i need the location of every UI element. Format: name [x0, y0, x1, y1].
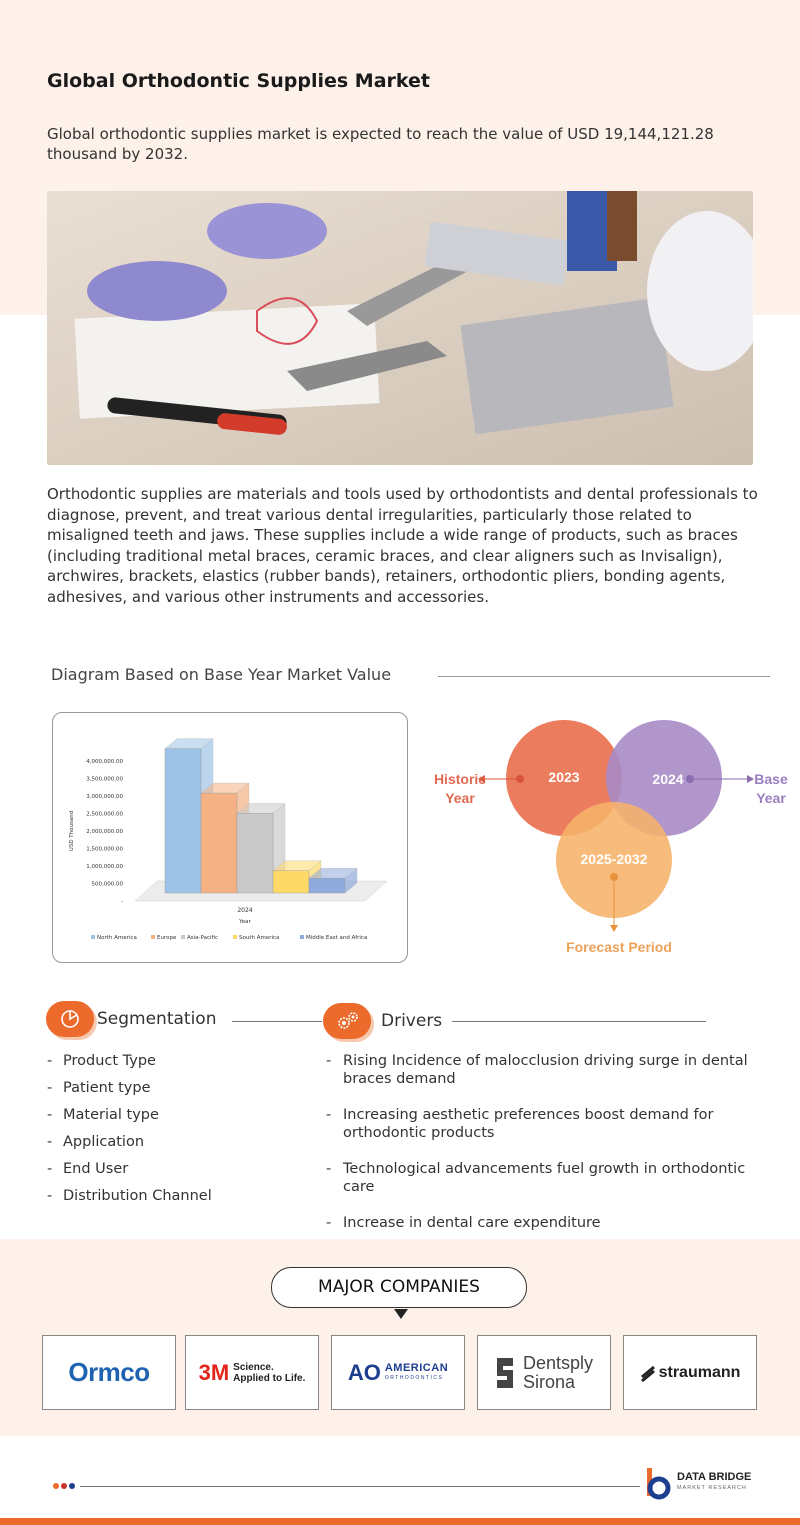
legend-label: North America: [97, 935, 137, 941]
list-item: - Material type: [47, 1107, 159, 1123]
page-title: Global Orthodontic Supplies Market: [47, 70, 430, 92]
x-tick-label: 2024: [237, 907, 253, 914]
segmentation-list: [47, 1052, 212, 1214]
divider: [232, 1021, 322, 1022]
data-bridge-mark-icon: [644, 1466, 674, 1500]
y-tick-label: 1,500,000.00: [86, 846, 123, 853]
bar: [309, 878, 345, 893]
data-bridge-logo: DATA BRIDGE MARKET RESEARCH: [644, 1466, 751, 1500]
y-tick-label: 2,000,000.00: [86, 829, 123, 835]
y-tick-label: 3,500,000.00: [86, 776, 123, 783]
y-tick-label: 1,000,000.00: [86, 864, 123, 870]
list-item: - End User: [47, 1161, 129, 1177]
historic-year-value: 2023: [548, 769, 580, 785]
pie-chart-icon: [46, 1001, 94, 1037]
dentsply-sirona-logo: Dentsply Sirona: [477, 1335, 611, 1410]
legend-swatch: [233, 935, 237, 939]
list-item: - Increasing aesthetic preferences boost demand for orthodontic products: [326, 1107, 714, 1141]
y-tick-label: 3,000,000.00: [86, 794, 123, 800]
divider: [452, 1021, 706, 1022]
legend-swatch: [300, 935, 304, 939]
divider: [438, 676, 770, 677]
base-label-line2: Year: [756, 790, 786, 806]
y-tick-label: 2,500,000.00: [86, 811, 123, 818]
segmentation-title: Segmentation: [97, 1009, 217, 1029]
legend-label: Asia-Pacific: [187, 935, 218, 941]
footer-bar: [0, 1518, 800, 1525]
3m-logo: 3M Science. Applied to Life.: [185, 1335, 319, 1410]
straumann-logo: straumann: [623, 1335, 757, 1410]
bar: [273, 871, 309, 893]
bar-chart: [52, 712, 408, 963]
list-item: - Distribution Channel: [47, 1188, 212, 1204]
legend-label: Europe: [157, 935, 177, 941]
list-item: - Technological advancements fuel growth in orthodontic care: [326, 1161, 746, 1195]
legend-swatch: [151, 935, 155, 939]
legend-label: Middle East and Africa: [306, 935, 368, 941]
market-forecast-text: Global orthodontic supplies market is expected to reach the value of USD 19,144,121.28 thousand by 2032.: [47, 125, 714, 163]
y-tick-label: 500,000.00: [91, 881, 123, 888]
y-tick-label: 4,000,000.00: [86, 759, 123, 765]
bar-chart-svg: [53, 713, 409, 964]
historic-label-line2: Year: [445, 790, 475, 806]
drivers-title: Drivers: [381, 1011, 443, 1031]
ormco-logo: Ormco: [42, 1335, 176, 1410]
venn-diagram: [420, 712, 800, 972]
divider: [80, 1486, 640, 1487]
list-item: - Rising Incidence of malocclusion driving surge in dental braces demand: [326, 1053, 748, 1087]
base-year-value: 2024: [652, 771, 684, 787]
dentsply-mark-icon: [495, 1356, 517, 1390]
bar: [237, 813, 273, 893]
base-label-line1: Base: [754, 771, 788, 787]
list-item: - Increase in dental care expenditure: [326, 1215, 601, 1231]
diagram-heading: Diagram Based on Base Year Market Value: [51, 665, 395, 684]
legend-swatch: [181, 935, 185, 939]
arrow-down-icon: [394, 1309, 408, 1319]
orthodontic-tools-photo: [47, 191, 753, 465]
list-item: - Patient type: [47, 1080, 151, 1096]
bar: [165, 749, 201, 893]
legend-label: South America: [239, 935, 280, 941]
american-orthodontics-logo: AO AMERICAN ORTHODONTICS: [331, 1335, 465, 1410]
bar: [201, 793, 237, 893]
major-companies-heading: MAJOR COMPANIES: [271, 1267, 527, 1308]
historic-label-line1: Historic: [433, 771, 487, 787]
dots-icon: [53, 1482, 77, 1490]
y-axis-label: USD Thousand: [69, 810, 75, 852]
y-tick-label: -: [121, 899, 123, 905]
x-axis-label: Year: [239, 919, 251, 925]
market-description: Orthodontic supplies are materials and tools used by orthodontists and dental professionals to diagnose, prevent, and treat various dental irregularities, particularly those related to misaligned teeth and jaws. These supplies include a wide range of products, such as braces (including traditional metal braces, ceramic braces, and clear aligners such as Invisalign), archwires, brackets, elastics (rubber bands), retainers, orthodontic pliers, bonding agents, adhesives, and various other instruments and accessories.: [47, 485, 758, 606]
straumann-mark-icon: [640, 1363, 656, 1383]
list-item: - Application: [47, 1134, 145, 1150]
legend-swatch: [91, 935, 95, 939]
drivers-list: [326, 1052, 766, 1250]
forecast-label: Forecast Period: [566, 939, 672, 955]
forecast-year-value: 2025-2032: [580, 851, 648, 867]
list-item: - Product Type: [47, 1053, 156, 1069]
gears-icon: [323, 1003, 371, 1039]
